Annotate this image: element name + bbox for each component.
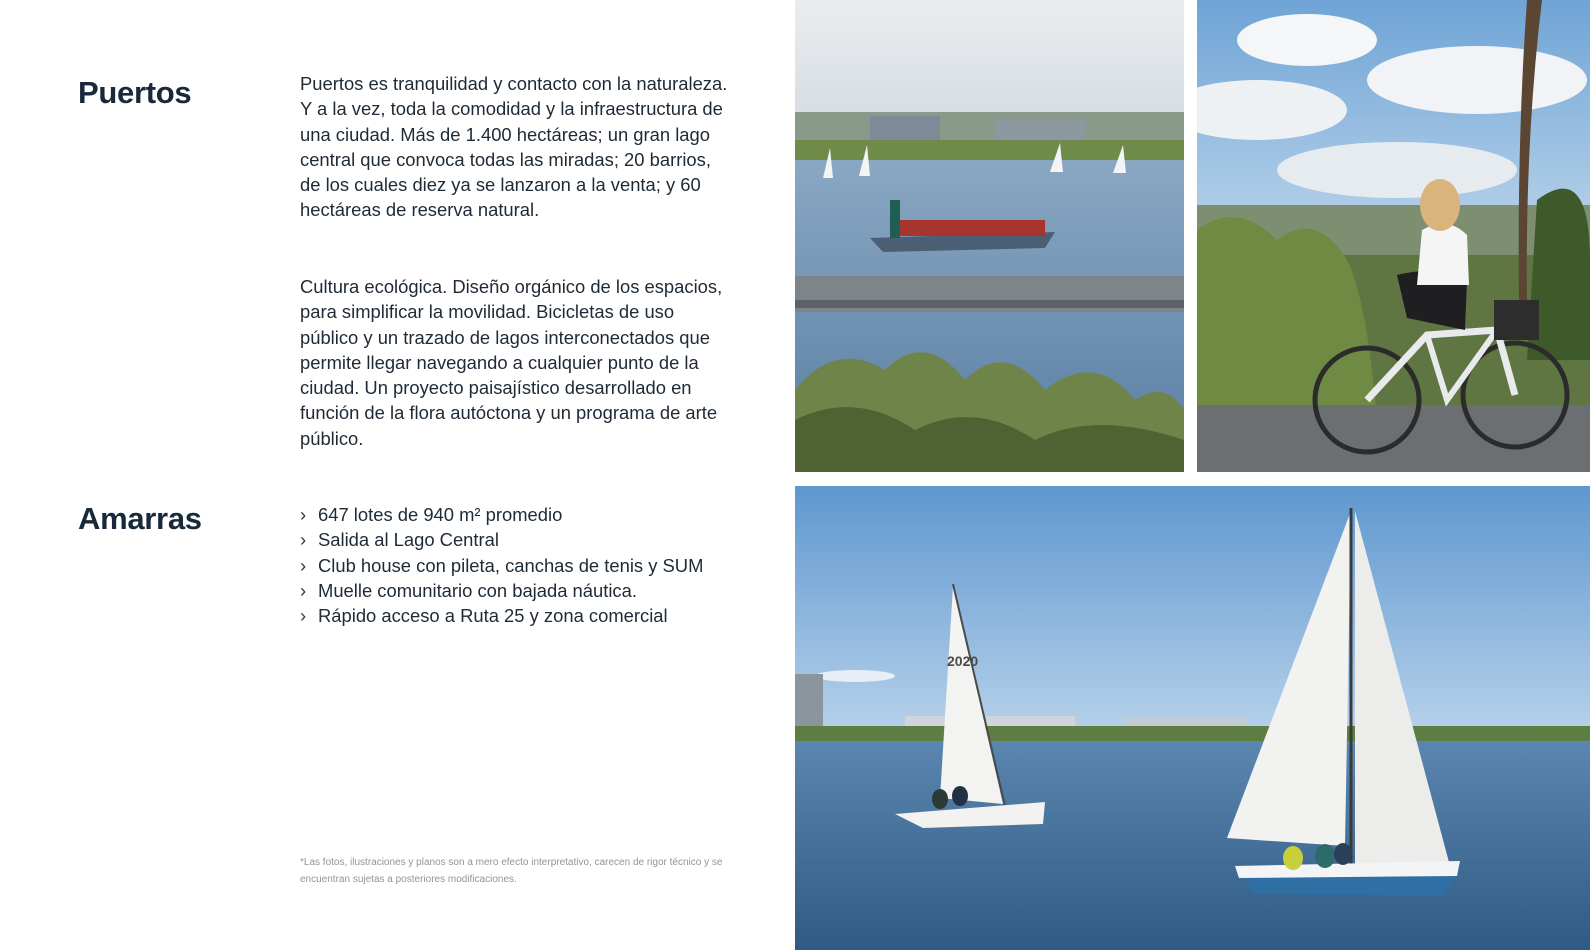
list-item bbox=[300, 578, 703, 603]
feature-text: Rápido acceso a Ruta 25 y zona comercial bbox=[318, 605, 668, 627]
section-heading-puertos: Puertos bbox=[78, 75, 192, 110]
chevron-right-icon: › bbox=[300, 605, 307, 627]
amarras-feature-list bbox=[300, 502, 703, 628]
chevron-right-icon: › bbox=[300, 554, 307, 576]
feature-text: Muelle comunitario con bajada náutica. bbox=[318, 579, 637, 601]
list-item bbox=[300, 553, 703, 578]
feature-text: 647 lotes de 940 m² promedio bbox=[318, 504, 563, 525]
list-item bbox=[300, 527, 703, 552]
sailboat-number: 2020 bbox=[947, 653, 979, 669]
chevron-right-icon: › bbox=[300, 529, 307, 551]
disclaimer-footnote: *Las fotos, ilustraciones y planos son a mero efecto interpretativo, carecen de rigor técnico y se encuentran sujetas a posteriores modificaciones. bbox=[300, 857, 723, 885]
puertos-paragraph-2: Cultura ecológica. Diseño orgánico de los espacios, para simplificar la movilidad. Bicicletas de uso público y un trazado de lagos interconectados que permite llegar navegando a cualquier punto de la ciudad. Un proyecto paisajístico desarrollado en función de la flora autóctona y un programa de arte público. bbox=[300, 276, 723, 449]
chevron-right-icon: › bbox=[300, 579, 307, 601]
chevron-right-icon: › bbox=[300, 504, 307, 525]
photo-rowing-lake bbox=[795, 0, 1184, 472]
photo-cyclist bbox=[1197, 0, 1590, 472]
feature-text: Salida al Lago Central bbox=[318, 529, 499, 551]
cyclist-illustration bbox=[1197, 0, 1590, 472]
puertos-paragraph-1: Puertos es tranquilidad y contacto con la naturaleza. Y a la vez, toda la comodidad y la infraestructura de una ciudad. Más de 1.400 hectáreas; un gran lago central que convoca todas las miradas; 20 barrios, de los cuales diez ya se lanzaron a la venta; y 60 hectáreas de reserva natural. bbox=[300, 73, 728, 221]
list-item bbox=[300, 502, 703, 527]
feature-text: Club house con pileta, canchas de tenis y SUM bbox=[318, 554, 704, 576]
section-heading-amarras: Amarras bbox=[78, 501, 202, 536]
photo-sailboats bbox=[795, 486, 1590, 950]
list-item bbox=[300, 603, 703, 628]
rowing-illustration bbox=[795, 0, 1184, 472]
sailboats-illustration bbox=[795, 486, 1590, 950]
